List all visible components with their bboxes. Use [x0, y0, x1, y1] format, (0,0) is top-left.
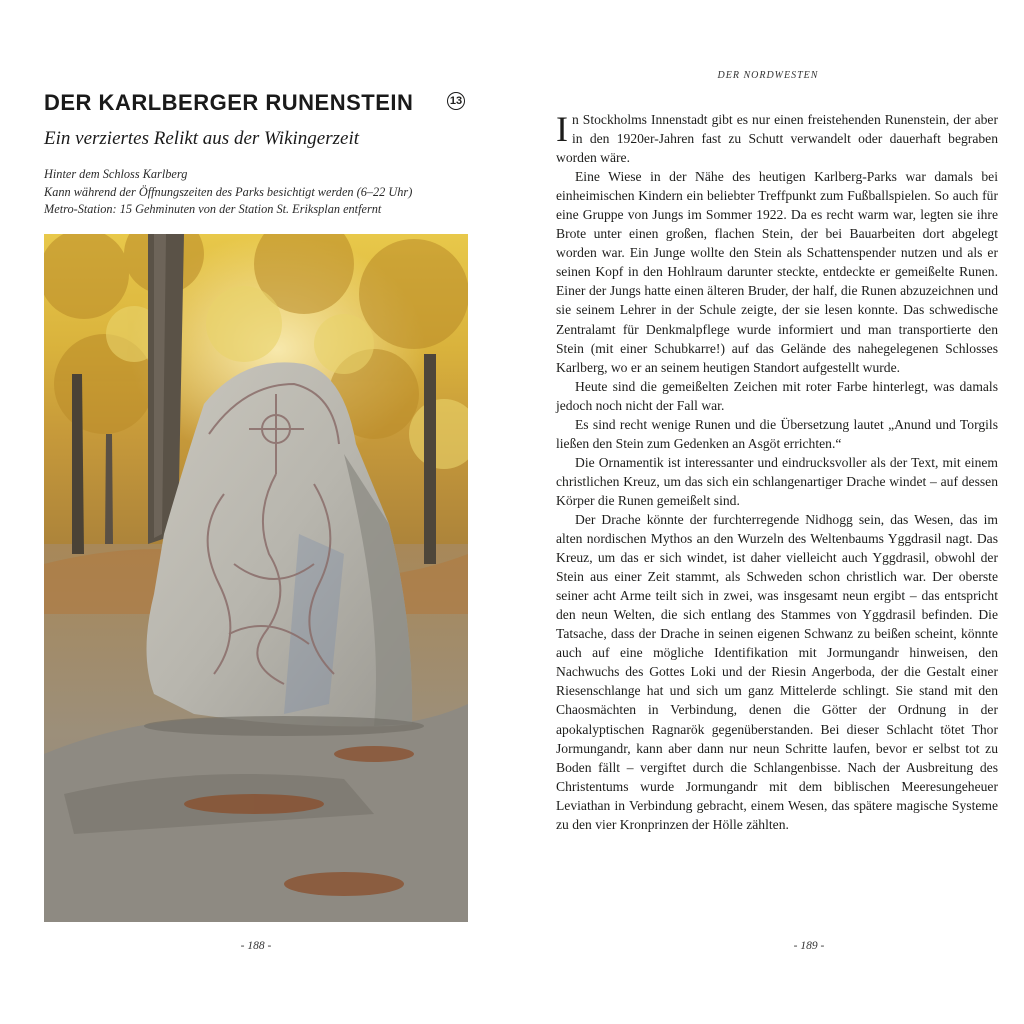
paragraph-5: Die Ornamentik ist interessanter und eindrucksvoller als der Text, mit einem christlichen Kreuz, um das sich ein schlangenartiger Drache windet – auf dessen Körper die Runen gemeißelt sind. [556, 454, 998, 508]
page-number-left: - 188 - [240, 940, 272, 952]
paragraph-4: Es sind recht wenige Runen und die Übersetzung lautet „Anund und Torgils ließen den Stein zum Gedenken an Asgöt errichten.“ [556, 416, 998, 451]
paragraph-1 [556, 110, 998, 167]
running-head: DER NORDWESTEN [717, 70, 819, 81]
info-block [44, 166, 484, 219]
info-opening-hours: Kann während der Öffnungszeiten des Parks besichtigt werden (6–22 Uhr) [44, 184, 413, 199]
runestone-photo [44, 234, 468, 922]
chapter-number-badge: 13 [447, 92, 465, 110]
page-title: DER KARLBERGER RUNENSTEIN [44, 90, 414, 115]
info-metro-station: Metro-Station: 15 Gehminuten von der Station St. Eriksplan entfernt [44, 202, 382, 216]
paragraph-2: Eine Wiese in der Nähe des heutigen Karlberg-Parks war damals bei einheimischen Kindern ein beliebter Treffpunkt zum Fußballspielen. So auch für eine Gruppe von Jungs im Sommer 1922. Da es recht warm war, legten sie ihre Brote unter einen großen, flachen Stein, der bei Bauarbeiten dort abgelegt worden war. Ein Junge wollte den Stein als Schattenspender nutzen und als er seinen Kopf in den Hohlraum darunter steckte, entdeckte er gemeißelte Runen. Einer der Jungs hatte einen älteren Bruder, der half, die Runen abzuzeichnen und sie seinem Lehrer in der Schule zeigte, der sie lesen konnte. Das schwedische Zentralamt für Denkmalpflege wurde informiert und man transportierte den Stein (mit einer Schubkarre!) auf das Gelände des nahegelegenen Schlosses Karlberg, wo er an seinem heutigen Standort aufgestellt wurde. [556, 169, 998, 375]
paragraph-6: Der Drache könnte der furchterregende Nidhogg sein, das Wesen, das im alten nordischen Mythos an den Wurzeln des Weltenbaums Yggdrasil nagt. Das Kreuz, um das er sich windet, ist daher vielleicht auch Yggdrasil, obwohl der Stein aus einer Zeit stammt, als Schweden schon christlich war. Der oberste seiner acht Arme teilt sich in zwei, was insgesamt neun ergibt – das entspricht den neun Welten, die sich entlang des Stammes von Yggdrasil befinden. Die Tatsache, dass der Drache in seinen eigenen Schwanz zu beißen scheint, könnte auch auf eine mögliche Identifikation mit Jormungandr hinweisen, den Nachwuchs des Gottes Loki und der Riesin Angerboda, der die Gestalt einer Riesenschlange hat und sich um ganz Mittelerde schlingt. Sie stand mit den Chaosmächten in Verbindung, denen die Götter der Ordnung in der apokalyptischen Ragnarök gegenüberstanden. Bei dieser Schlacht tötet Thor Jormungandr, kann aber dann nur neun Schritte laufen, bevor er selbst tot zu Boden fällt – vergiftet durch die Schlangenbisse. Nach der Ausbreitung des Christentums wurde Jormungandr mit dem biblischen Meeresungeheuer Leviathan in Verbindung gebracht, einem Wesen, das spätere magische Systeme zu den vier Kronprinzen der Hölle zählten. [556, 511, 998, 832]
paragraph-3: Heute sind die gemeißelten Zeichen mit roter Farbe hinterlegt, was damals jedoch noch nicht der Fall war. [556, 378, 998, 413]
page-subtitle: Ein verziertes Relikt aus der Wikingerzeit [44, 128, 360, 149]
right-page [512, 0, 1024, 1024]
page-number-right: - 189 - [793, 940, 825, 952]
info-location: Hinter dem Schloss Karlberg [44, 167, 188, 181]
drop-cap: I [556, 109, 568, 149]
body-text [556, 110, 998, 834]
paragraph-1-text: n Stockholms Innenstadt gibt es nur einen freistehenden Runenstein, der aber in den 1920er-Jahren fast zu Schutt verwandelt oder dauerhaft begraben worden wäre. [556, 112, 998, 166]
